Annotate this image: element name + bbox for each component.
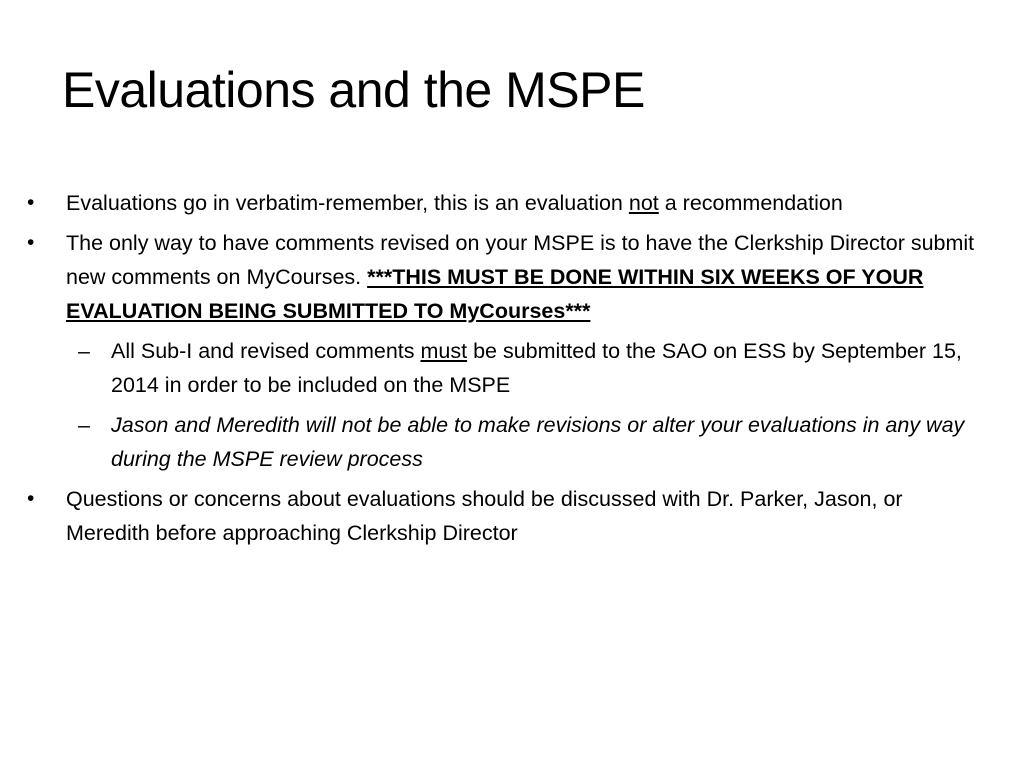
bullet-item-comments-revised <box>0 226 1024 328</box>
slide-title: Evaluations and the MSPE <box>62 62 645 118</box>
bullet-item-questions-concerns <box>0 482 1024 550</box>
sub-bullet-text: All Sub-I and revised comments <box>111 339 421 363</box>
bullet-icon: • <box>27 191 35 214</box>
bullet-item-evaluations-verbatim <box>0 186 1024 220</box>
bullet-text: Evaluations go in verbatim-remember, this is an evaluation <box>66 191 629 215</box>
sub-bullet-item-submission-deadline <box>0 334 1024 402</box>
sub-bullet-text: be submitted to the SAO on ESS by September 15, 2014 in order to be included on the MSPE <box>111 339 962 397</box>
emphasis-text: ***THIS MUST BE DONE WITHIN SIX WEEKS OF YOUR EVALUATION BEING SUBMITTED TO MyCourses*** <box>66 265 924 323</box>
bullet-list <box>0 186 1024 556</box>
dash-icon: – <box>78 339 90 363</box>
sub-bullet-item-no-revisions <box>0 408 1024 476</box>
bullet-icon: • <box>27 487 35 510</box>
bullet-text: a recommendation <box>658 191 843 215</box>
bullet-icon: • <box>27 231 35 254</box>
underlined-text: must <box>420 339 468 363</box>
bullet-text: The only way to have comments revised on your MSPE is to have the Clerkship Director submit new comments on MyCourses. <box>66 231 975 289</box>
italic-text: Jason and Meredith will not be able to make revisions or alter your evaluations in any way during the MSPE review process <box>111 413 965 471</box>
underlined-text: not <box>628 191 659 215</box>
bullet-text: Questions or concerns about evaluations should be discussed with Dr. Parker, Jason, or Meredith before approaching Clerkship Director <box>66 487 903 545</box>
dash-icon: – <box>78 413 90 437</box>
